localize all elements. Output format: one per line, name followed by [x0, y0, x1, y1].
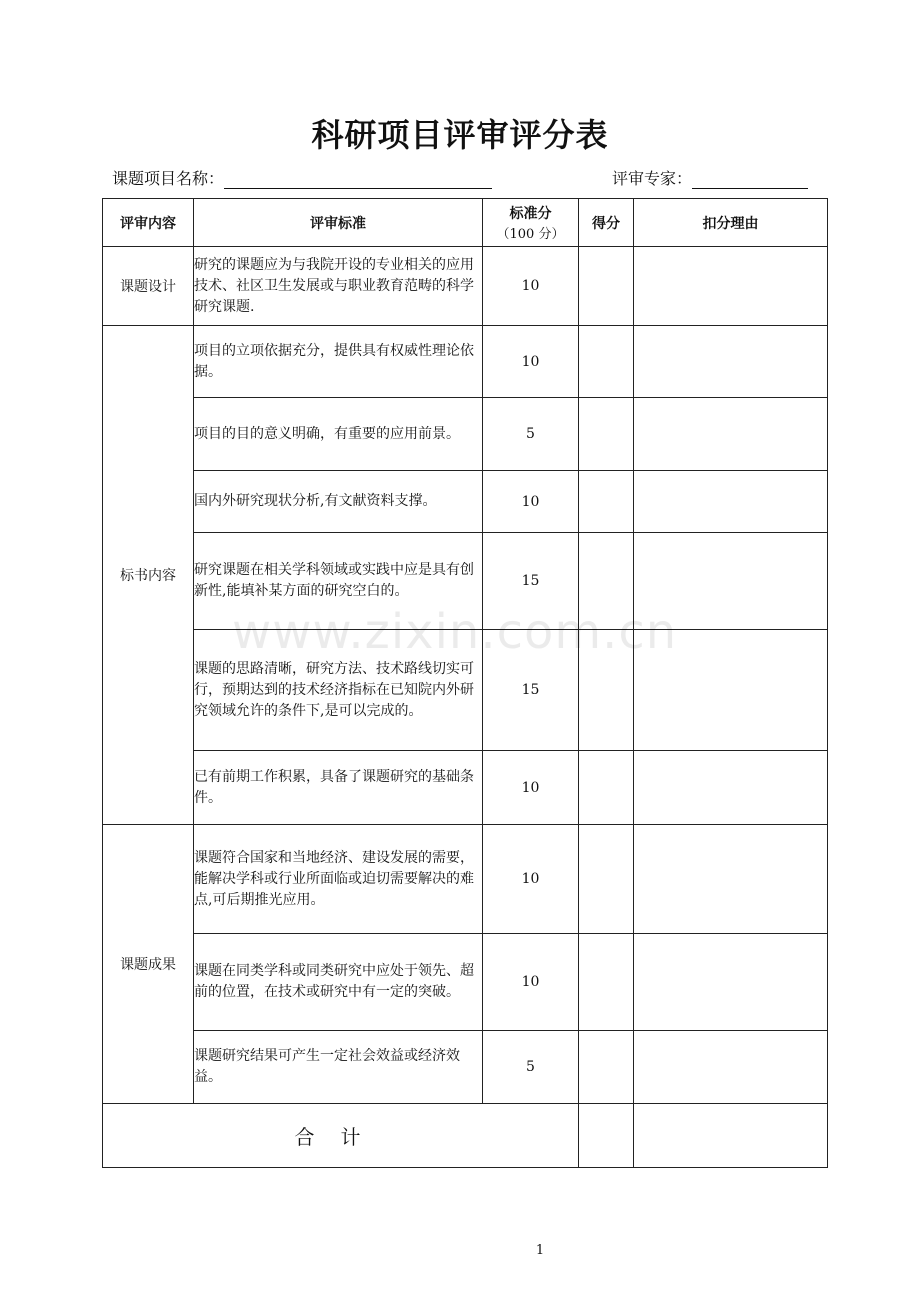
table-row [103, 471, 828, 533]
criteria-cell: 课题的思路清晰，研究方法、技术路线切实可行，预期达到的技术经济指标在已知院内外研究领域允许的条件下,是可以完成的。 [194, 630, 483, 751]
header-score: 得分 [579, 199, 634, 247]
reason-cell[interactable] [634, 326, 828, 398]
table-header-row [103, 199, 828, 247]
score-cell[interactable] [579, 471, 634, 533]
header-reason: 扣分理由 [634, 199, 828, 247]
standard-points: 10 [483, 471, 579, 533]
expert-field [612, 166, 808, 189]
standard-points: 5 [483, 398, 579, 471]
score-cell[interactable] [579, 398, 634, 471]
document-title: 科研项目评审评分表 [311, 116, 609, 154]
page-number: 1 [535, 1243, 545, 1258]
reason-cell[interactable] [634, 247, 828, 326]
table-row [103, 1031, 828, 1104]
reason-cell[interactable] [634, 398, 828, 471]
scoring-table [102, 198, 828, 1168]
expert-label: 评审专家： [612, 169, 693, 188]
table-row [103, 247, 828, 326]
criteria-cell: 课题符合国家和当地经济、建设发展的需要，能解决学科或行业所面临或迫切需要解决的难点,可后期推光应用。 [194, 825, 483, 934]
table-row [103, 751, 828, 825]
criteria-cell: 已有前期工作积累，具备了课题研究的基础条件。 [194, 751, 483, 825]
total-reason-cell[interactable] [634, 1104, 828, 1168]
expert-blank[interactable] [692, 170, 808, 189]
standard-points: 10 [483, 751, 579, 825]
category-cell: 课题设计 [103, 247, 194, 326]
reason-cell[interactable] [634, 751, 828, 825]
standard-points: 15 [483, 533, 579, 630]
criteria-cell: 课题研究结果可产生一定社会效益或经济效益。 [194, 1031, 483, 1104]
header-category: 评审内容 [103, 199, 194, 247]
header-standard [483, 199, 579, 247]
total-row [103, 1104, 828, 1168]
criteria-cell: 研究课题在相关学科领域或实践中应是具有创新性,能填补某方面的研究空白的。 [194, 533, 483, 630]
score-cell[interactable] [579, 825, 634, 934]
score-cell[interactable] [579, 934, 634, 1031]
criteria-cell: 国内外研究现状分析,有文献资料支撑。 [194, 471, 483, 533]
score-cell[interactable] [579, 1031, 634, 1104]
score-cell[interactable] [579, 247, 634, 326]
project-name-field [112, 166, 492, 189]
table-row [103, 398, 828, 471]
criteria-cell: 研究的课题应为与我院开设的专业相关的应用技术、社区卫生发展或与职业教育范畴的科学研究课题. [194, 247, 483, 326]
header-standard-sub: （100 分） [496, 227, 565, 242]
category-cell: 标书内容 [103, 326, 194, 825]
header-criteria: 评审标准 [194, 199, 483, 247]
table-row [103, 326, 828, 398]
total-score-cell[interactable] [579, 1104, 634, 1168]
reason-cell[interactable] [634, 934, 828, 1031]
reason-cell[interactable] [634, 1031, 828, 1104]
header-standard-label: 标准分 [509, 206, 552, 222]
total-label: 合计 [103, 1104, 579, 1168]
score-cell[interactable] [579, 326, 634, 398]
standard-points: 10 [483, 326, 579, 398]
watermark-text: www.zixin.com.cn [232, 604, 678, 660]
standard-points: 5 [483, 1031, 579, 1104]
standard-points: 15 [483, 630, 579, 751]
project-name-blank[interactable] [224, 170, 492, 189]
criteria-cell: 项目的目的意义明确，有重要的应用前景。 [194, 398, 483, 471]
standard-points: 10 [483, 825, 579, 934]
table-row [103, 934, 828, 1031]
reason-cell[interactable] [634, 471, 828, 533]
criteria-cell: 项目的立项依据充分，提供具有权威性理论依据。 [194, 326, 483, 398]
reason-cell[interactable] [634, 825, 828, 934]
score-cell[interactable] [579, 751, 634, 825]
project-name-label: 课题项目名称： [112, 169, 225, 188]
standard-points: 10 [483, 934, 579, 1031]
category-cell: 课题成果 [103, 825, 194, 1104]
table-row [103, 825, 828, 934]
criteria-cell: 课题在同类学科或同类研究中应处于领先、超前的位置，在技术或研究中有一定的突破。 [194, 934, 483, 1031]
standard-points: 10 [483, 247, 579, 326]
